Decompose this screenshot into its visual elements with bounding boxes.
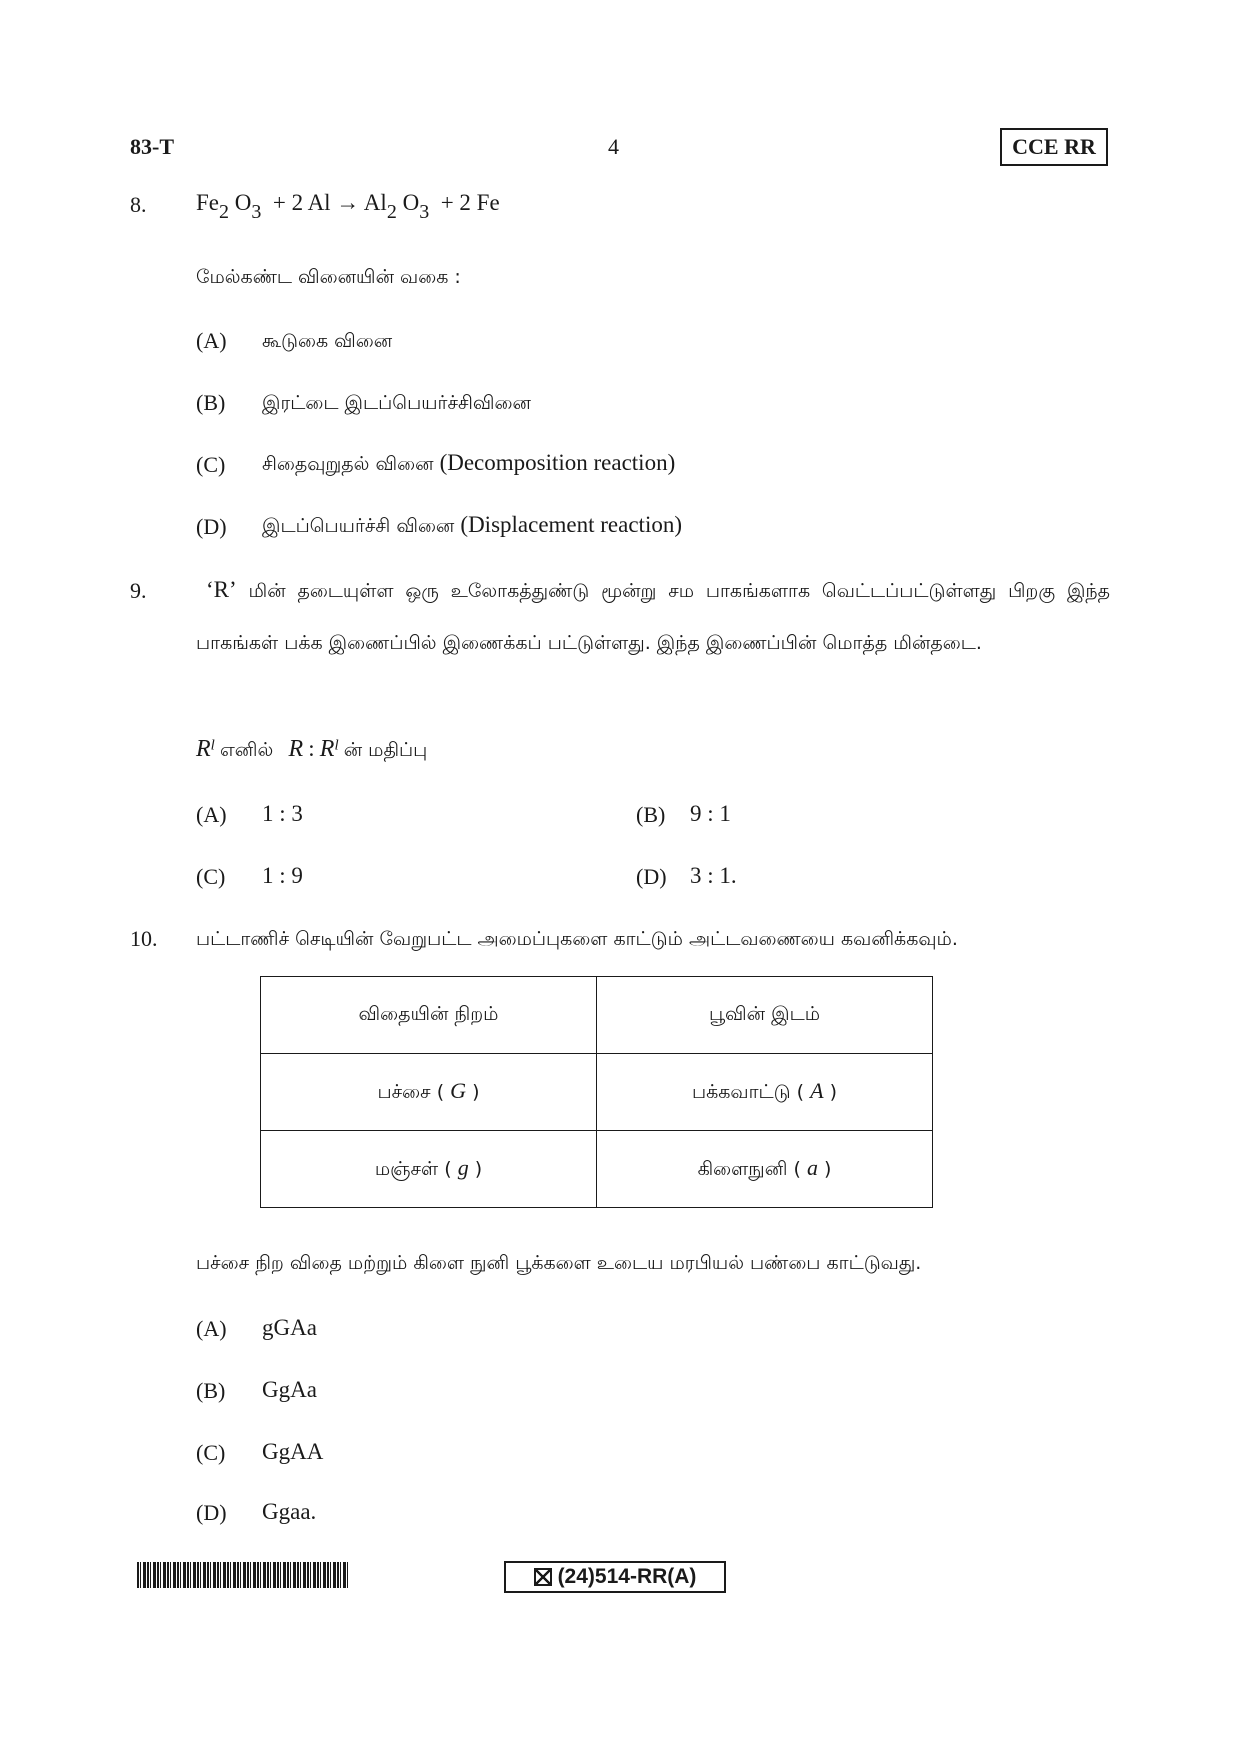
q9-stem: ‘R’ மின் தடையுள்ள ஒரு உலோகத்துண்டு மூன்று சம பாகங்களாக வெட்டப்பட்டுள்ளது பிறகு இந்த பாகங்கள் பக்க இணைப்பில் இணைக்கப் பட்டுள்ளது. இந்த இணைப்பின் மொத்த மின்தடை. [196,577,1110,654]
q8-option-b-text: இரட்டை இடப்பெயர்ச்சிவினை [262,392,531,414]
q8-number: 8. [130,192,147,217]
q10-option-a-label: (A) [196,1316,227,1341]
q10-number: 10. [130,926,158,951]
table-header-row [261,977,933,1054]
q9-option-b-label: (B) [636,802,666,827]
q8-option-a-text: கூடுகை வினை [262,330,393,352]
footer-code-box [504,1561,726,1593]
table-row [261,1054,933,1131]
q9-option-a-text: 1 : 3 [262,801,303,826]
table-header-flower-position: பூவின் இடம் [597,977,933,1054]
table-cell: கிளைநுனி ( a ) [597,1131,933,1208]
q8-option-d-text: இடப்பெயர்ச்சி வினை (Displacement reaction) [262,512,682,537]
pea-traits-table [260,976,933,1208]
q8-option-c-text: சிதைவுறுதல் வினை (Decomposition reaction) [262,450,676,475]
q9-option-c-text: 1 : 9 [262,863,303,888]
q9-option-a-label: (A) [196,802,227,827]
q10-stem: பட்டாணிச் செடியின் வேறுபட்ட அமைப்புகளை காட்டும் அட்டவணையை கவனிக்கவும். [196,928,958,950]
q9-number: 9. [130,578,147,603]
q10-option-a-text: gGAa [262,1315,317,1340]
q9-ratio-line: $R^l$ எனில் R : $R^l$ ன் மதிப்பு [196,736,428,762]
q9-option-d-text: 3 : 1. [690,863,737,888]
q8-option-d-label: (D) [196,514,227,539]
q9-option-b-text: 9 : 1 [690,801,731,826]
q8-equation: $Fe_2$ $O_3 + 2$ $Al \to Al_2$ $O_3 + 2$ Fe [196,190,500,223]
table-cell: பச்சை ( G ) [261,1054,597,1131]
barcode-icon [137,1562,348,1588]
table-cell: பக்கவாட்டு ( A ) [597,1054,933,1131]
page-number: 4 [608,134,619,159]
q10-option-d-label: (D) [196,1500,227,1525]
q10-option-d-text: Ggaa. [262,1499,317,1524]
q10-option-c-label: (C) [196,1440,226,1465]
paper-code: 83-T [130,134,174,159]
table-header-seed-colour: விதையின் நிறம் [261,977,597,1054]
q10-question: பச்சை நிற விதை மற்றும் கிளை நுனி பூக்களை உடைய மரபியல் பண்பை காட்டுவது. [196,1252,922,1274]
q10-option-c-text: GgAA [262,1439,324,1464]
q8-option-c-label: (C) [196,452,226,477]
table-cell: மஞ்சள் ( g ) [261,1131,597,1208]
footer-code: (24)514-RR(A) [557,1565,697,1588]
q10-option-b-label: (B) [196,1378,226,1403]
q8-option-a-label: (A) [196,328,227,353]
q10-option-b-text: GgAa [262,1377,317,1402]
q9-option-d-label: (D) [636,864,667,889]
q9-option-c-label: (C) [196,864,226,889]
q8-stem: மேல்கண்ட வினையின் வகை : [196,266,461,288]
table-row [261,1131,933,1208]
qr-code-icon [534,1568,552,1586]
q8-option-b-label: (B) [196,390,226,415]
exam-tag: CCE RR [1000,128,1108,166]
